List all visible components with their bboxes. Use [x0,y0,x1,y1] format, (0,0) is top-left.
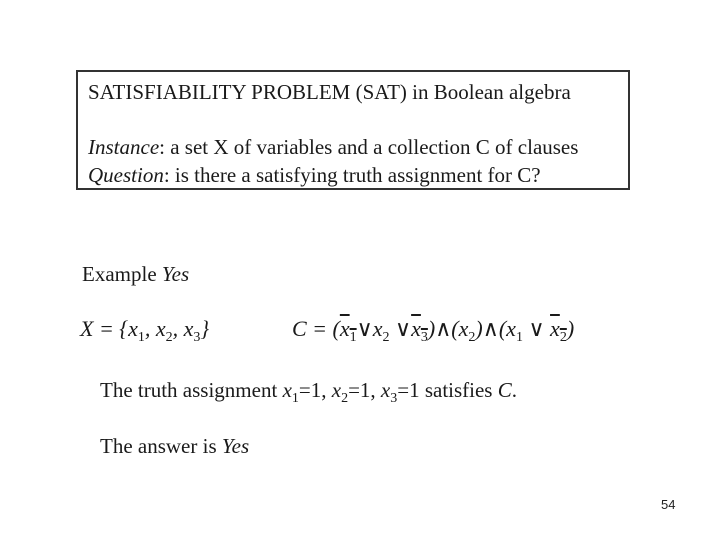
truth-var-3: x [380,378,391,402]
clause-1-sub-b: 2 [382,330,390,345]
clause-3-var-a: x [506,316,516,341]
question-label: Question [88,163,164,187]
clause-lhs: C = ( [292,316,340,341]
truth-prefix: The truth assignment [100,378,283,402]
truth-eq-1: =1, [298,378,332,402]
truth-sub-2: 2 [341,391,349,406]
x-set-sep-1: , [144,316,156,341]
truth-object: C [497,378,512,402]
truth-var-1: x [282,378,292,402]
x-set-sub-3: 3 [193,330,201,345]
clause-close: ) [566,316,575,341]
problem-instance [88,135,578,160]
clause-1-sub-a: 1 [349,330,357,345]
problem-question [88,163,541,188]
clause-2-sub: 2 [468,330,476,345]
example-heading-prefix: Example [82,262,162,286]
clause-1-var-b: x [372,316,383,341]
x-set-rhs: } [200,316,210,341]
truth-sub-3: 3 [390,391,398,406]
x-set-var-1: x [128,316,138,341]
clause-formula [292,316,574,346]
problem-definition-box [76,70,630,190]
clause-or-2: ∨ [389,316,412,341]
x-set-sub-2: 2 [165,330,173,345]
instance-text: : a set X of variables and a collection C of clauses [159,135,579,159]
question-text: : is there a satisfying truth assignment for C? [163,163,541,187]
clause-3-sub-a: 1 [515,330,523,345]
x-set-sep-2: , [172,316,184,341]
example-heading [82,262,189,287]
clause-1-var-a: x [339,316,350,341]
clause-1-var-c: x [411,316,421,341]
answer-prefix: The answer is [100,434,222,458]
truth-assignment-line [100,378,517,407]
variable-set-formula [80,316,209,346]
page-number: 54 [661,497,676,512]
x-set-lhs: X = { [80,316,129,341]
example-heading-answer: Yes [161,262,190,286]
x-set-var-3: x [183,316,194,341]
clause-2-var: x [458,316,469,341]
truth-eq-3: =1 [397,378,420,402]
clause-1-negated-x3 [411,316,428,345]
answer-line [100,434,249,459]
truth-sub-1: 1 [291,391,299,406]
clause-or-3: ∨ [522,316,551,341]
problem-title: SATISFIABILITY PROBLEM (SAT) in Boolean algebra [88,80,571,104]
x-set-var-2: x [155,316,166,341]
answer-value: Yes [221,434,250,458]
clause-3-negated-x2 [550,316,567,345]
truth-suffix: satisfies [419,378,498,402]
x-set-sub-1: 1 [137,330,145,345]
truth-var-2: x [331,378,342,402]
clause-3-sub-b: 2 [559,330,567,345]
clause-1-sub-c: 3 [420,330,428,345]
truth-assignment [282,378,420,406]
clause-1-negated-x1 [339,316,357,345]
truth-eq-2: =1, [348,378,381,402]
clause-or-1: ∨ [356,316,373,341]
truth-end: . [511,378,517,402]
instance-label: Instance [88,135,160,159]
clause-join-1: )∧( [427,316,459,341]
clause-join-2: )∧( [475,316,507,341]
clause-3-var-b: x [550,316,560,341]
